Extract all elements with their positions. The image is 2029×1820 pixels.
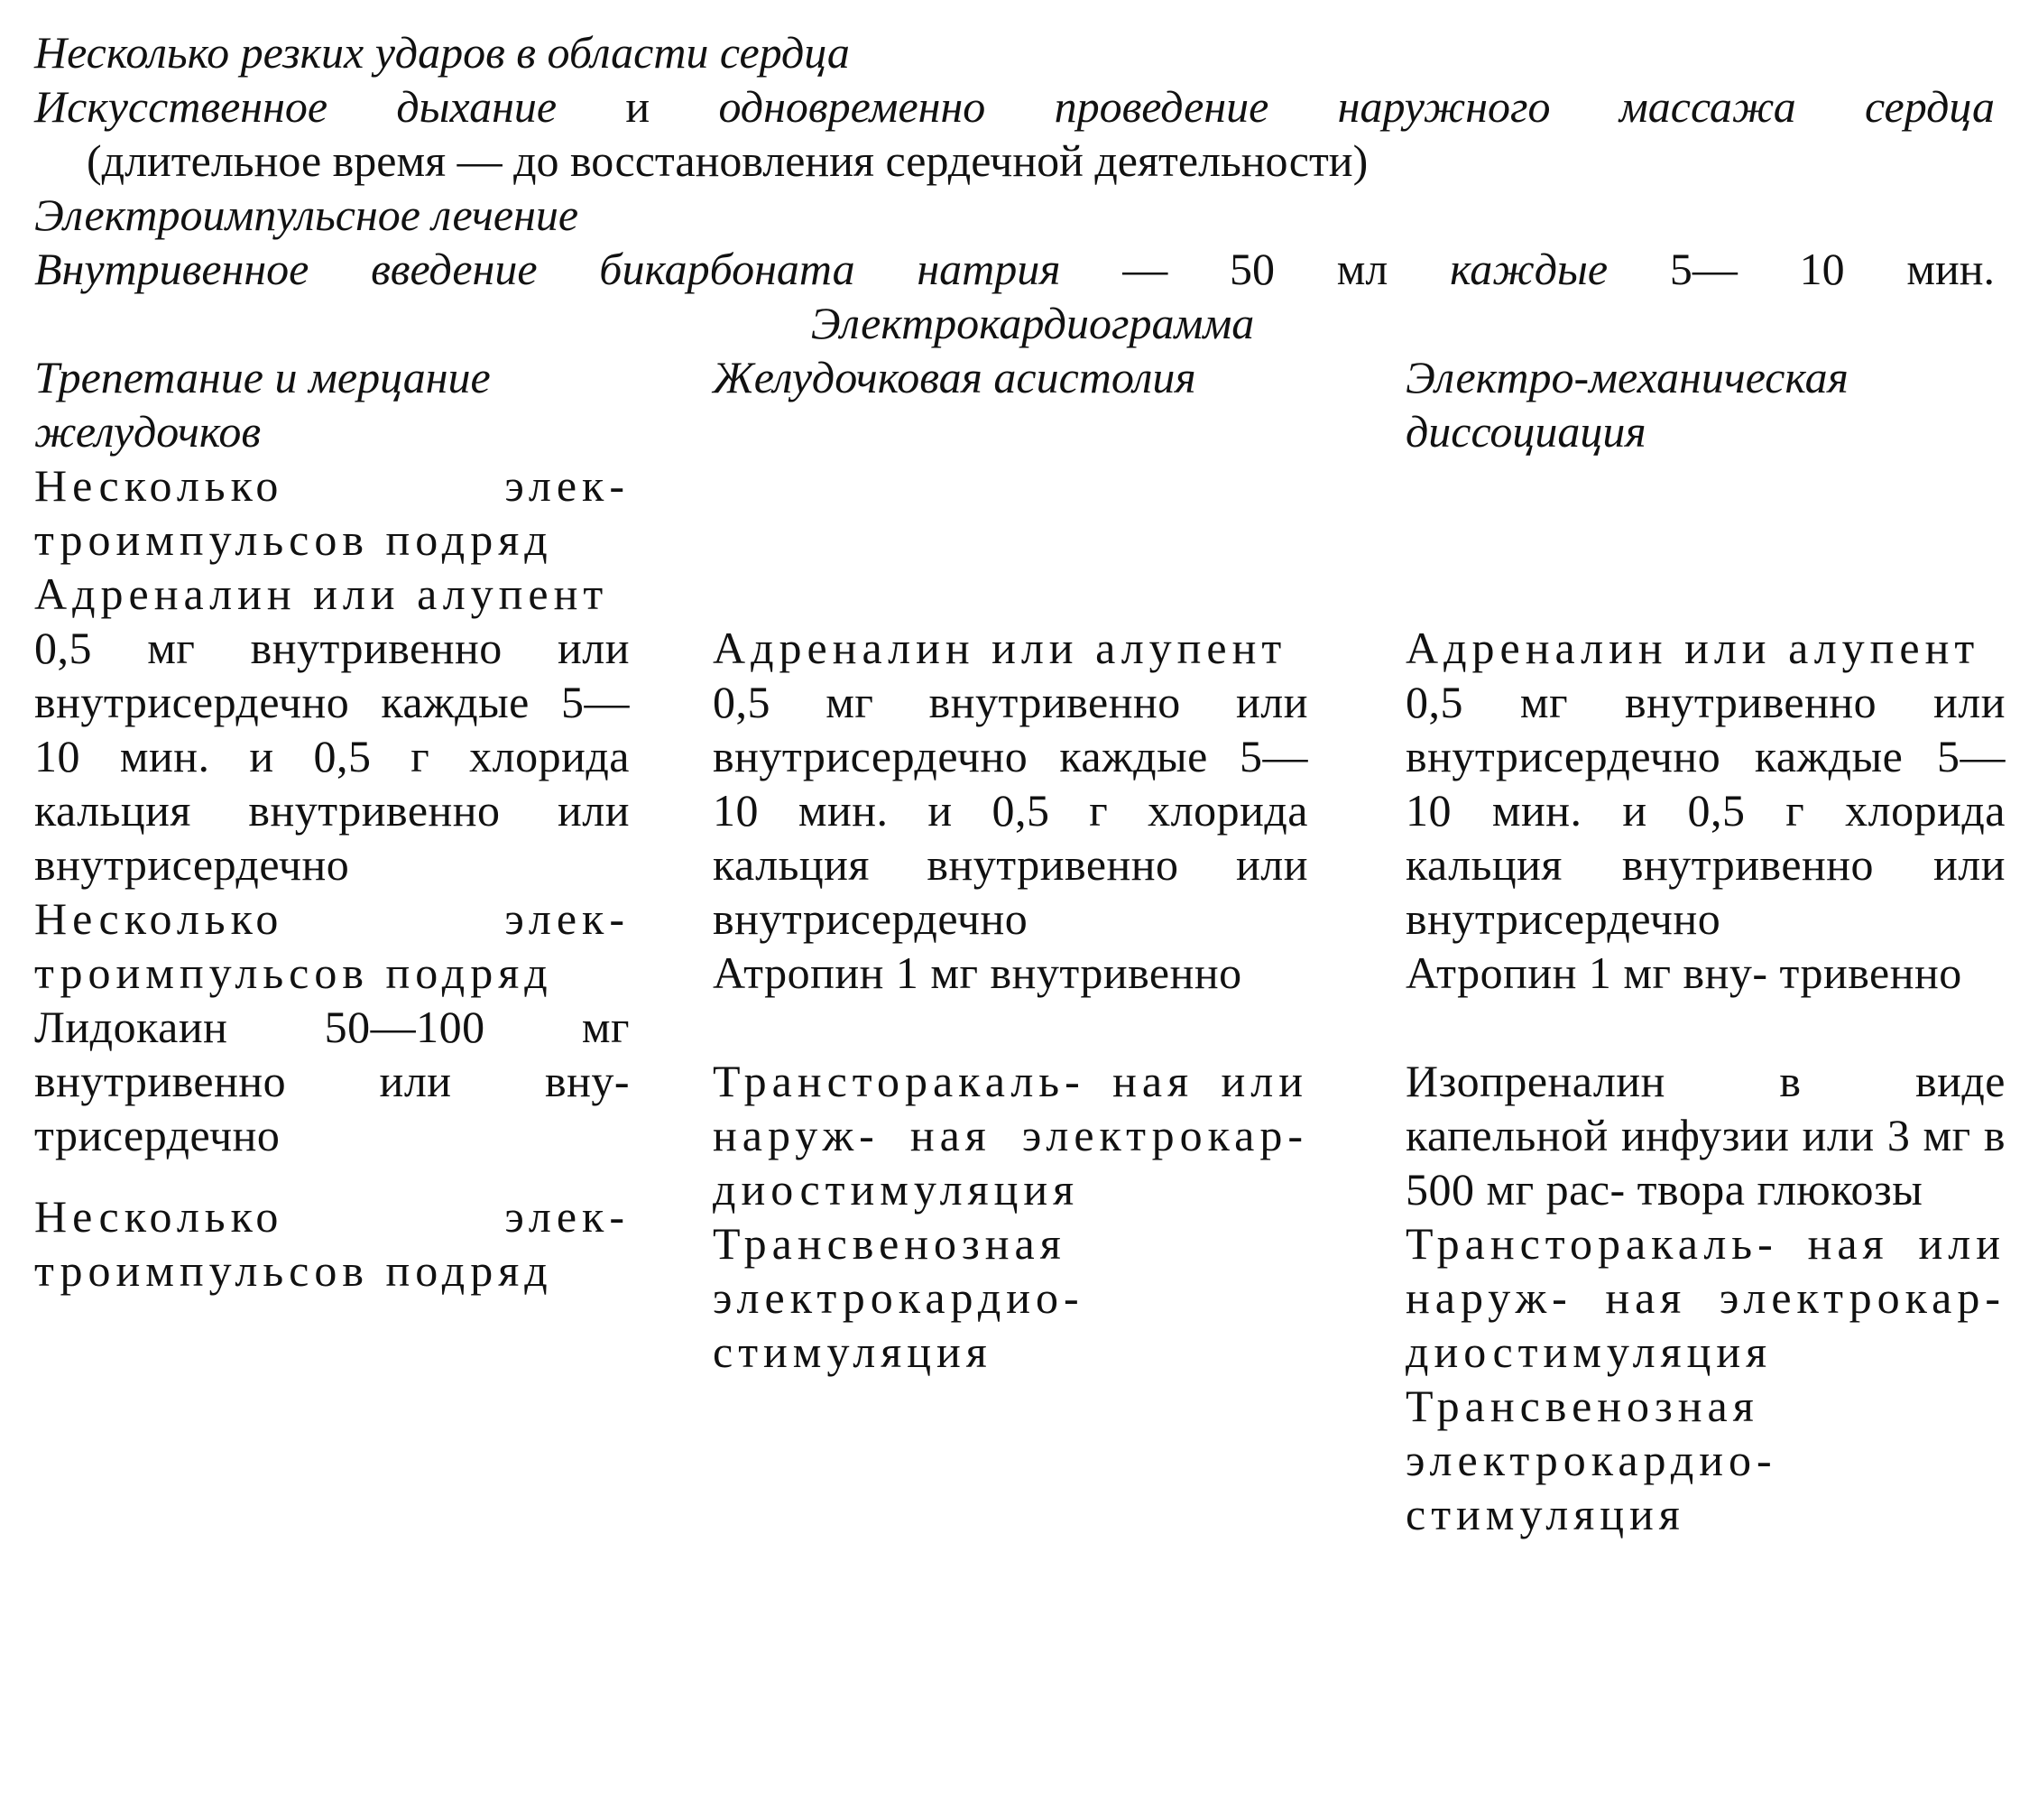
step: Трансторакаль- ная или наруж- ная электрокар- диостимуляция [713, 1056, 1308, 1215]
step: Несколько элек- троимпульсов подряд [34, 460, 630, 565]
intro-line-1 [34, 25, 850, 79]
intro-line-4 [34, 188, 578, 242]
column-ventricular-asystole [713, 350, 1308, 1379]
column-heading: Трепетание и мерцание желудочков [34, 352, 491, 457]
intro-line-5 [34, 242, 1995, 296]
intro-line-2-italic-2: одновременно проведение наружного массажа сердца [718, 81, 1995, 132]
intro-line-1-text: Несколько резких ударов в области сердца [34, 27, 850, 78]
step: Несколько элек- троимпульсов подряд [34, 1191, 630, 1296]
step: 0,5 мг внутривенно или внутрисердечно каждые 5—10 мин. и 0,5 г хлорида кальция внутривенно или внутрисердечно [34, 623, 630, 890]
intro-line-5-italic-2: каждые [1450, 244, 1609, 294]
step: Адреналин или алупент [1406, 623, 1980, 673]
intro-line-3-text: (длительное время — до восстановления сердечной деятельности) [87, 135, 1369, 186]
step: Трансторакаль- ная или наруж- ная электрокар- диостимуляция [1406, 1218, 2006, 1377]
intro-line-3 [87, 134, 1368, 188]
column-heading: Электро-механическая диссоциация [1406, 352, 1849, 457]
column-heading: Желудочковая асистолия [713, 352, 1196, 402]
step: Трансвенозная электрокардио- стимуляция [1406, 1381, 1777, 1539]
step: Адреналин или алупент [713, 623, 1287, 673]
step: Атропин 1 мг внутривенно [713, 947, 1242, 998]
step: Трансвенозная электрокардио- стимуляция [713, 1218, 1084, 1377]
intro-line-5-italic: Внутривенное введение бикарбоната натрия [34, 244, 1061, 294]
step: 0,5 мг внутривенно или внутрисердечно каждые 5—10 мин. и 0,5 г хлорида кальция внутривенно или внутрисердечно [1406, 677, 2006, 944]
column-ventricular-fibrillation [34, 350, 630, 1298]
intro-line-2-conj: и [557, 81, 719, 132]
column-electromechanical-dissociation [1406, 350, 2006, 1541]
step: Лидокаин 50—100 мг внутривенно или вну- трисердечно [34, 1002, 630, 1160]
intro-line-4-text: Электроимпульсное лечение [34, 189, 579, 240]
step: 0,5 мг внутривенно или внутрисердечно каждые 5—10 мин. и 0,5 г хлорида кальция внутривенно или внутрисердечно [713, 677, 1308, 944]
intro-line-2-italic: Искусственное дыхание [34, 81, 558, 132]
intro-line-5-interval: 5— 10 мин. [1608, 244, 1995, 294]
intro-line-2 [34, 79, 1995, 134]
intro-line-5-dose: — 50 мл [1060, 244, 1451, 294]
step: Атропин 1 мг вну- тривенно [1406, 947, 1962, 998]
ecg-title: Электрокардиограмма [810, 298, 1255, 348]
step: Адреналин или алупент [34, 568, 609, 619]
step: Несколько элек- троимпульсов подряд [34, 893, 630, 998]
step: Изопреналин в виде капельной инфузии или 3 мг в 500 мг рас- твора глюкозы [1406, 1056, 2006, 1215]
